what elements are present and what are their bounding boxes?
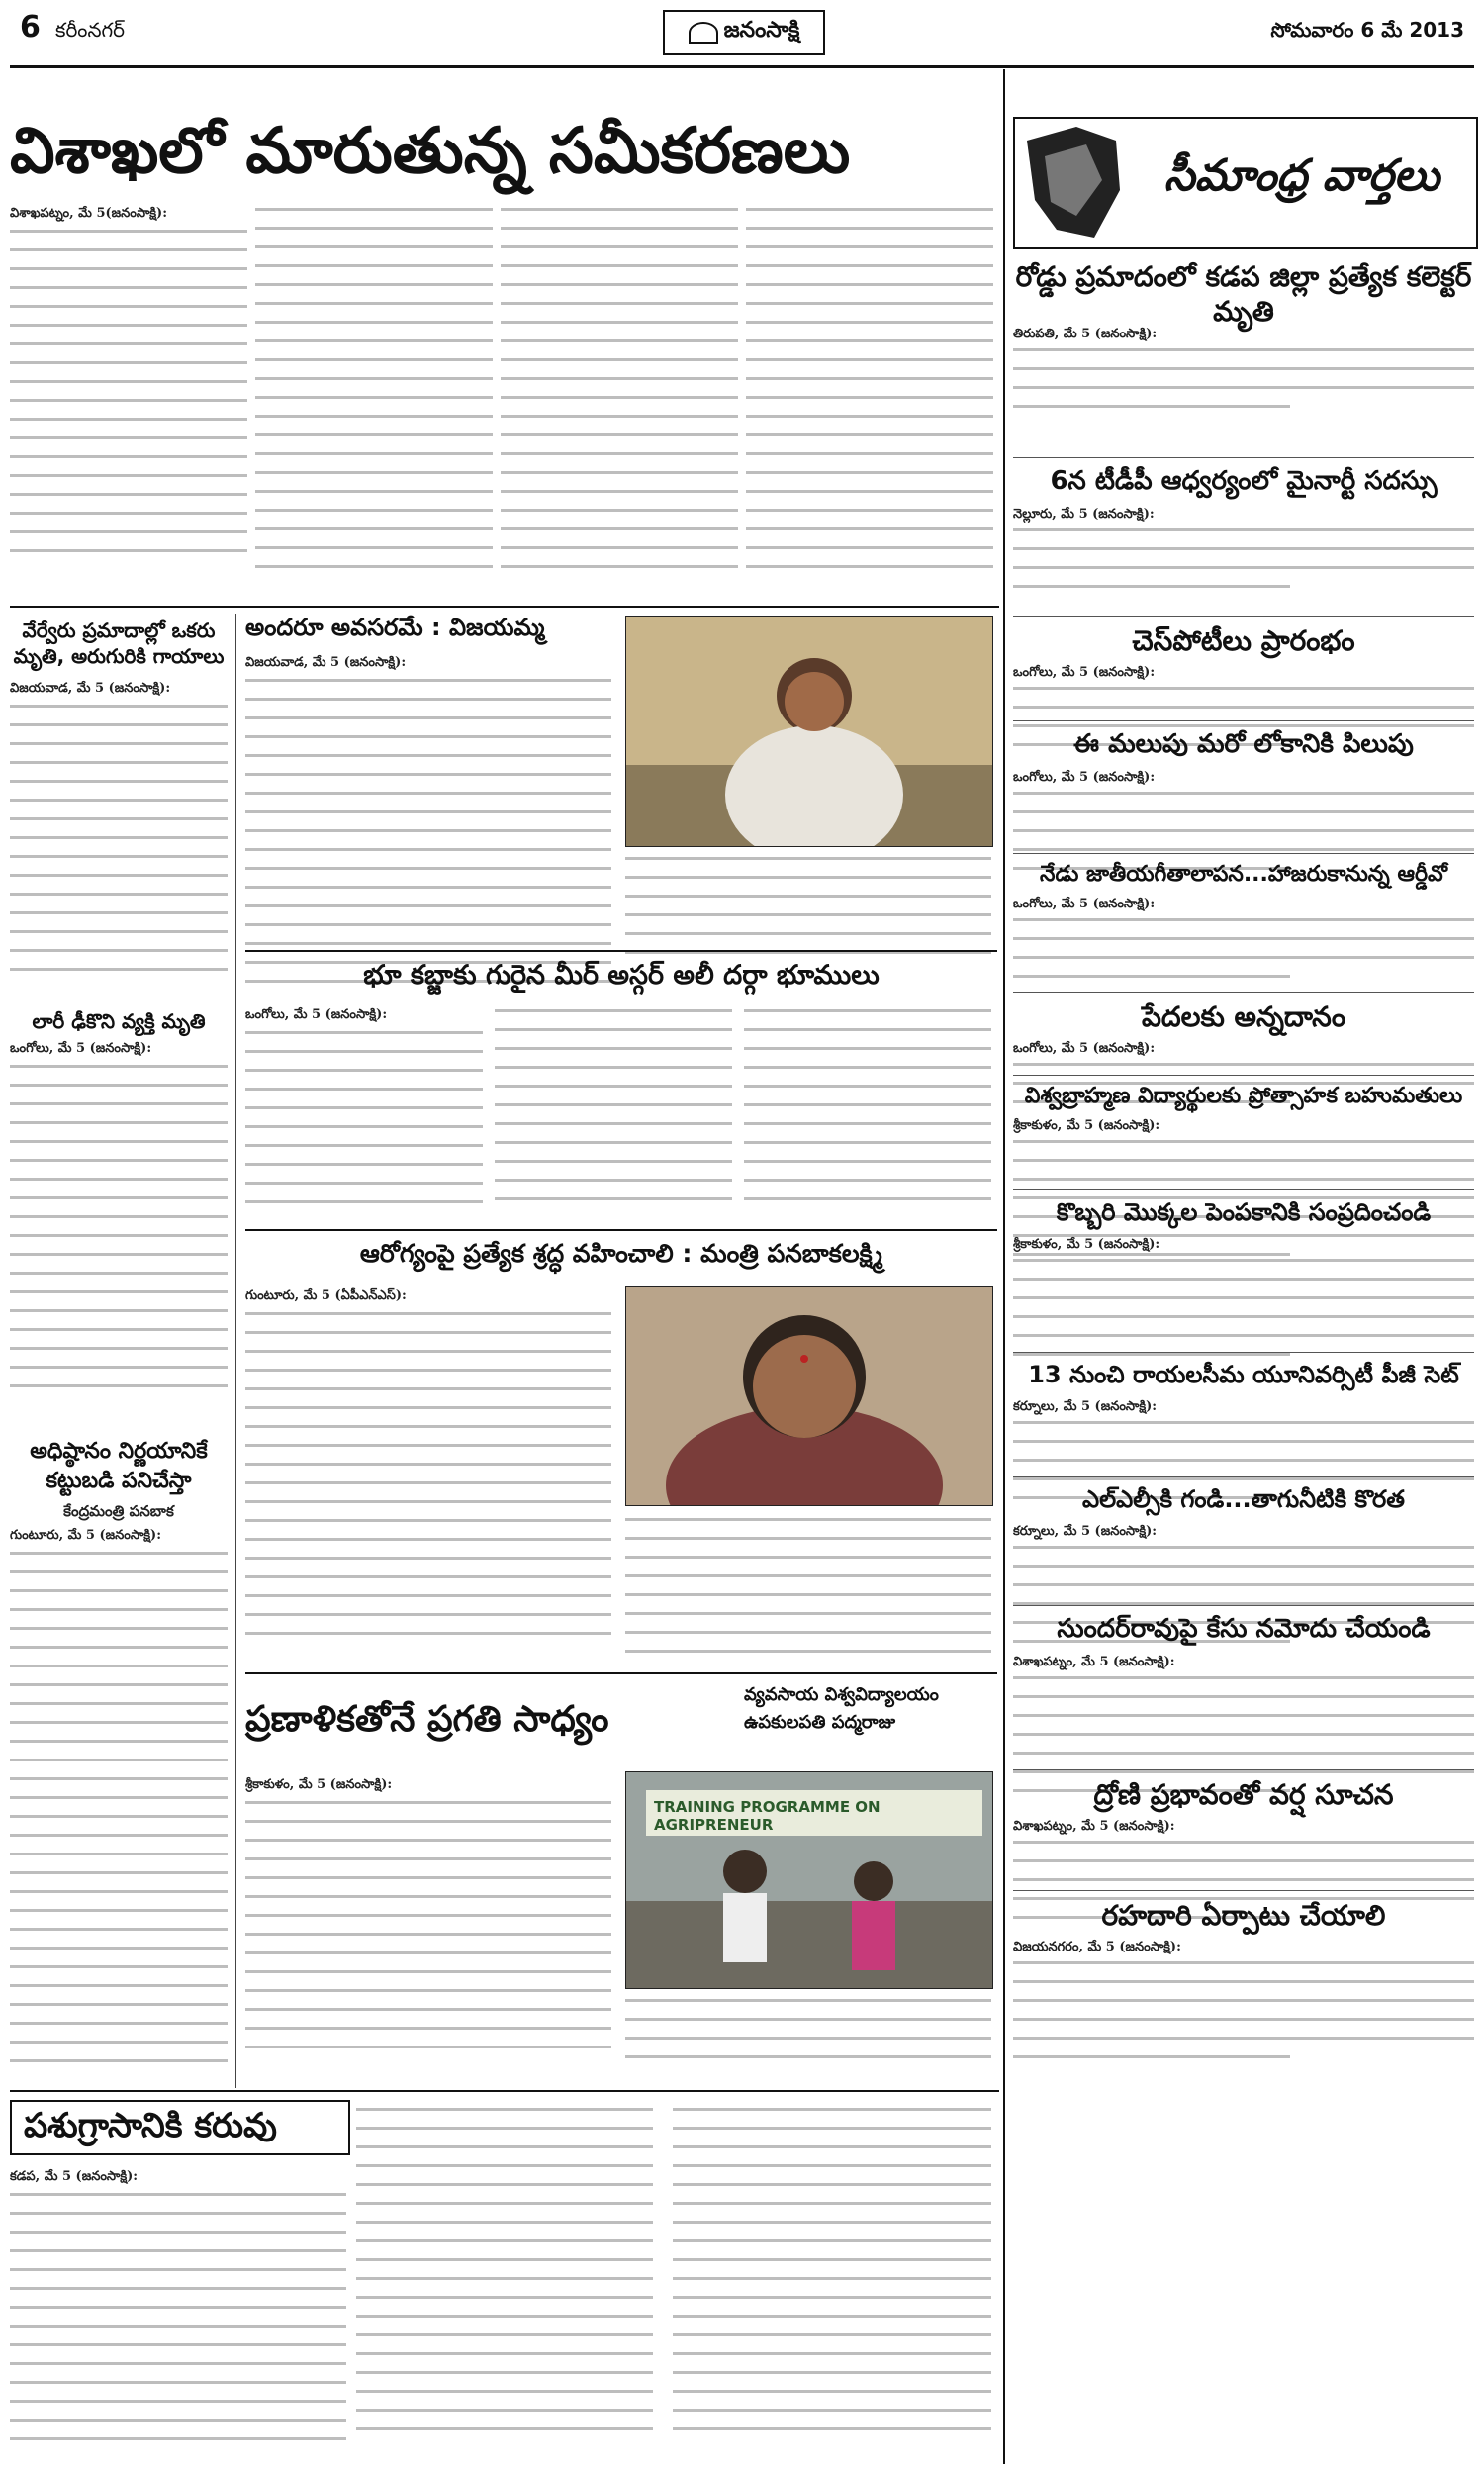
accident-body — [10, 705, 228, 987]
seemandhra-item-rule — [1013, 1352, 1474, 1353]
lead-bottom-rule — [10, 606, 999, 608]
seemandhra-item-headline: విశ్వబ్రాహ్మణ విద్యార్థులకు ప్రోత్సాహక బహుమతులు — [1024, 1084, 1463, 1108]
seemandhra-item-headline: ఈ మలుపు మరో లోకానికి పిలుపు — [1073, 729, 1414, 759]
seemandhra-item-headline: పేదలకు అన్నదానం — [1141, 1000, 1346, 1033]
seemandhra-item-headline: సుందర్‌రావుపై కేసు నమోదు చేయండి — [1057, 1614, 1431, 1644]
fodder-headline: పశుగ్రాసానికి కరువు — [24, 2106, 277, 2145]
health-dateline: గుంటూరు, మే 5 (ఏపీఎన్ఎస్): — [245, 1288, 407, 1303]
seemandhra-item-rule — [1013, 616, 1474, 617]
health-body-right — [625, 1518, 991, 1668]
planning-body-right — [625, 1999, 991, 2074]
high-command-subhead: కేంద్రమంత్రి పనబాక — [63, 1502, 174, 1520]
health-body-left — [245, 1312, 611, 1651]
panabaka-photo — [625, 1286, 993, 1506]
health-bottom-rule — [245, 1672, 997, 1674]
seemandhra-item-dateline: తిరుపతి, మే 5 (జనంసాక్షి): — [1013, 327, 1158, 341]
seemandhra-item-headline: చెస్‌పోటీలు ప్రారంభం — [1132, 624, 1355, 657]
logo-sun-icon — [689, 22, 718, 44]
seemandhra-item-dateline: నెల్లూరు, మే 5 (జనంసాక్షి): — [1013, 507, 1155, 522]
paper-logo — [663, 10, 825, 55]
fodder-headline-box — [10, 2100, 350, 2155]
health-headline: ఆరోగ్యంపై ప్రత్యేక శ్రద్ధ వహించాలి : మంత్రి పనబాకలక్ష్మి — [359, 1239, 883, 1268]
paper-name: జనంసాక్షి — [723, 18, 800, 43]
fodder-dateline: కడప, మే 5 (జనంసాక్షి): — [10, 2169, 139, 2184]
andhra-map-icon — [1017, 121, 1126, 245]
training-banner-text: TRAINING PROGRAMME ON AGRIPRENEUR — [654, 1798, 881, 1834]
right-column-rule — [1003, 69, 1005, 2464]
accident-headline: వేర్వేరు ప్రమాదాల్లో ఒకరు మృతి, అరుగురికి గాయాలు — [13, 618, 225, 668]
seemandhra-item-rule — [1013, 1890, 1474, 1891]
lead-dateline: విశాఖపట్నం, మే 5(జనంసాక్షి): — [10, 206, 168, 221]
fodder-body-col-1 — [10, 2193, 346, 2456]
seemandhra-banner-label: సీమాంధ్ర వార్తలు — [1163, 150, 1440, 201]
seemandhra-item-dateline: కర్నూలు, మే 5 (జనంసాక్షి): — [1013, 1524, 1158, 1539]
seemandhra-item-body — [1013, 528, 1474, 604]
high-command-body — [10, 1552, 228, 2078]
seemandhra-item-rule — [1013, 1605, 1474, 1606]
vijayamma-bottom-rule — [245, 950, 997, 952]
fodder-body-col-3 — [673, 2108, 991, 2446]
high-command-headline: అధిష్ఠానం నిర్ణయానికే కట్టుబడి పనిచేస్తా — [30, 1439, 208, 1493]
dargah-dateline: ఒంగోలు, మే 5 (జనంసాక్షి): — [245, 1007, 388, 1022]
seemandhra-item-body — [1013, 348, 1474, 424]
training-photo — [625, 1771, 993, 1989]
vijayamma-photo-art — [626, 617, 992, 846]
seemandhra-item-headline: 13 నుంచి రాయలసీమ యూనివర్సిటీ పీజీ సెట్ — [1028, 1361, 1459, 1388]
dargah-body-col-2 — [495, 1009, 732, 1216]
seemandhra-item-headline: ఎల్ఎల్సీకి గండి...తాగునీటికి కొరత — [1082, 1485, 1405, 1513]
panabaka-photo-art — [626, 1287, 992, 1505]
seemandhra-item-rule — [1013, 1075, 1474, 1076]
seemandhra-item-dateline: ఒంగోలు, మే 5 (జనంసాక్షి): — [1013, 1041, 1156, 1056]
seemandhra-item-dateline: ఒంగోలు, మే 5 (జనంసాక్షి): — [1013, 665, 1156, 680]
fodder-body-col-2 — [356, 2108, 653, 2446]
seemandhra-item-headline: ద్రోణి ప్రభావంతో వర్ష సూచన — [1093, 1778, 1394, 1811]
lorry-body — [10, 1065, 228, 1403]
seemandhra-item-dateline: విజయనగరం, మే 5 (జనంసాక్షి): — [1013, 1940, 1181, 1954]
lead-body-col-3 — [501, 208, 738, 584]
vijayamma-dateline: విజయవాడ, మే 5 (జనంసాక్షి): — [245, 655, 407, 670]
vijayamma-body-right — [625, 857, 991, 970]
high-command-dateline: గుంటూరు, మే 5 (జనంసాక్షి): — [10, 1528, 162, 1543]
planning-bottom-rule — [10, 2090, 999, 2092]
dargah-body-col-3 — [744, 1009, 991, 1216]
dargah-body-col-1 — [245, 1031, 483, 1219]
vijayamma-headline: అందరూ అవసరమే : విజయమ్మ — [245, 614, 545, 641]
seemandhra-item-dateline: శ్రీకాకుళం, మే 5 (జనంసాక్షి): — [1013, 1118, 1160, 1133]
seemandhra-item-dateline: శ్రీకాకుళం, మే 5 (జనంసాక్షి): — [1013, 1237, 1160, 1252]
seemandhra-item-body — [1013, 1961, 1474, 2074]
seemandhra-item-body — [1013, 918, 1474, 994]
lorry-dateline: ఒంగోలు, మే 5 (జనంసాక్షి): — [10, 1041, 152, 1056]
seemandhra-item-rule — [1013, 853, 1474, 854]
seemandhra-item-rule — [1013, 457, 1474, 458]
seemandhra-item-dateline: ఒంగోలు, మే 5 (జనంసాక్షి): — [1013, 770, 1156, 785]
seemandhra-item-headline: రహదారి ఏర్పాటు చేయాలి — [1101, 1899, 1386, 1932]
seemandhra-item-headline: 6న టీడీపీ ఆధ్వర్యంలో మైనార్టీ సదస్సు — [1050, 466, 1438, 496]
left-column-rule — [235, 614, 236, 2088]
seemandhra-item-rule — [1013, 1769, 1474, 1770]
seemandhra-item-headline: నేడు జాతీయగీతాలాపన...హాజరుకానున్న ఆర్డీవో — [1040, 862, 1447, 887]
dargah-bottom-rule — [245, 1229, 997, 1231]
planning-subhead-1: వ్యవసాయ విశ్వవిద్యాలయం — [744, 1684, 939, 1705]
planning-body-left — [245, 1801, 611, 2064]
seemandhra-banner — [1013, 117, 1478, 249]
seemandhra-item-rule — [1013, 992, 1474, 993]
planning-headline: ప్రణాళికతోనే ప్రగతి సాధ్యం — [245, 1699, 609, 1740]
issue-date: సోమవారం 6 మే 2013 — [1270, 18, 1464, 42]
accident-dateline: విజయవాడ, మే 5 (జనంసాక్షి): — [10, 681, 171, 696]
seemandhra-item-rule — [1013, 1476, 1474, 1477]
lead-body-col-1 — [10, 230, 247, 568]
seemandhra-item-headline: రోడ్డు ప్రమాదంలో కడప జిల్లా ప్రత్యేక కలెక్టర్ మృతి — [1015, 260, 1472, 328]
seemandhra-item-dateline: కర్నూలు, మే 5 (జనంసాక్షి): — [1013, 1399, 1158, 1414]
planning-subhead-2: ఉపకులపతి పద్మరాజు — [744, 1712, 896, 1733]
seemandhra-item-rule — [1013, 1189, 1474, 1190]
seemandhra-item-body — [1013, 1259, 1474, 1372]
seemandhra-item-rule — [1013, 720, 1474, 721]
seemandhra-item-dateline: ఒంగోలు, మే 5 (జనంసాక్షి): — [1013, 897, 1156, 911]
seemandhra-item-dateline: విశాఖపట్నం, మే 5 (జనంసాక్షి): — [1013, 1655, 1175, 1669]
lead-headline: విశాఖలో మారుతున్న సమీకరణలు — [10, 115, 851, 188]
seemandhra-item-headline: కొబ్బరి మొక్కల పెంపకానికి సంప్రదించండి — [1056, 1198, 1432, 1226]
seemandhra-item-dateline: విశాఖపట్నం, మే 5 (జనంసాక్షి): — [1013, 1819, 1175, 1834]
lead-body-col-2 — [255, 208, 493, 584]
page-number: 6 — [20, 10, 41, 45]
lorry-headline: లారీ ఢీకొని వ్యక్తి మృతి — [32, 1009, 206, 1033]
edition-label: కరీంనగర్ — [55, 18, 125, 42]
masthead — [10, 6, 1474, 68]
vijayamma-photo — [625, 616, 993, 847]
planning-dateline: శ్రీకాకుళం, మే 5 (జనంసాక్షి): — [245, 1777, 393, 1792]
lead-body-col-4 — [746, 208, 993, 584]
dargah-headline: భూ కబ్జాకు గురైన మీర్ అస్గర్ అలీ దర్గా భూములు — [363, 960, 880, 991]
